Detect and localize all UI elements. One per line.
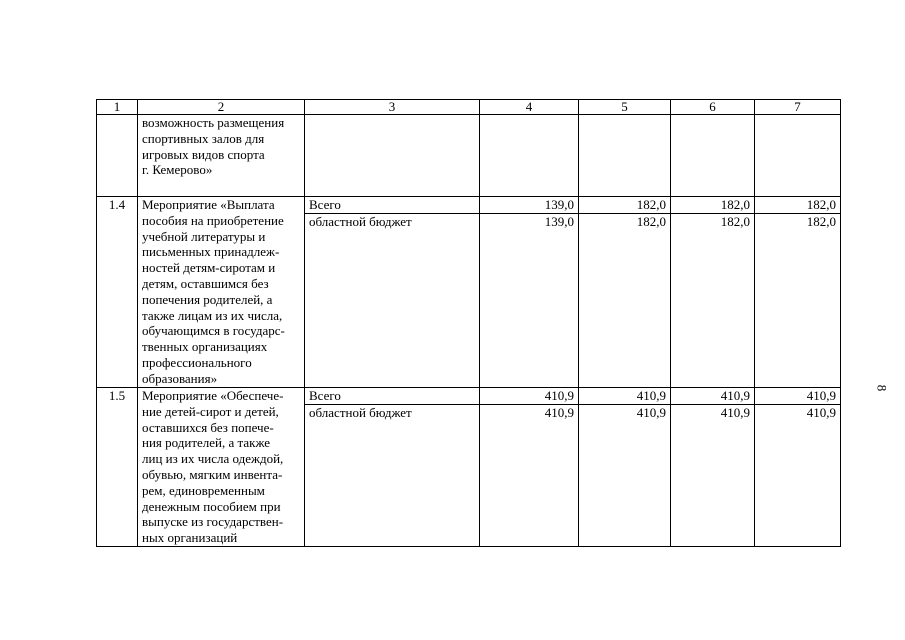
value-cell-4: 410,9 (480, 405, 579, 547)
value-cell-5: 182,0 (579, 214, 671, 388)
header-cell-4: 4 (480, 100, 579, 115)
value-cell-4: 410,9 (480, 388, 579, 405)
row-number-cell: 1.4 (97, 197, 138, 388)
value-cell-6: 182,0 (671, 214, 755, 388)
source-cell: областной бюджет (305, 405, 480, 547)
value-cell-7: 410,9 (755, 405, 841, 547)
source-cell: Всего (305, 197, 480, 214)
row-number-cell: 1.5 (97, 388, 138, 547)
header-cell-7: 7 (755, 100, 841, 115)
row-name-cell: Мероприятие «Обеспече- ние детей-сирот и детей, оставшихся без попече- ния родителей, а также лиц из их числа одеждой, обувью, мягким инвента- рем, единовременным денежным пособием при выпуске из государствен- ных организаций (138, 388, 305, 547)
continuation-name-cell: возможность размещения спортивных залов для игровых видов спорта г. Кемерово» (138, 115, 305, 197)
continuation-empty-cell (579, 115, 671, 197)
continuation-no-cell (97, 115, 138, 197)
continuation-empty-cell (755, 115, 841, 197)
continuation-row (97, 115, 841, 197)
continuation-empty-cell (480, 115, 579, 197)
value-cell-5: 410,9 (579, 388, 671, 405)
page-number: 8 (874, 384, 890, 392)
table-row (97, 197, 841, 214)
source-cell: областной бюджет (305, 214, 480, 388)
value-cell-4: 139,0 (480, 197, 579, 214)
table-row (97, 388, 841, 405)
row-name-cell: Мероприятие «Выплата пособия на приобретение учебной литературы и письменных принадлеж- ностей детям-сиротам и детям, оставшимся без попечения родителей, а также лицам из их числа, обучающимся в государс- твенных организациях профессионального образования» (138, 197, 305, 388)
header-row (97, 100, 841, 115)
source-cell: Всего (305, 388, 480, 405)
header-cell-1: 1 (97, 100, 138, 115)
value-cell-5: 410,9 (579, 405, 671, 547)
budget-table (96, 99, 841, 547)
header-cell-3: 3 (305, 100, 480, 115)
header-cell-2: 2 (138, 100, 305, 115)
value-cell-6: 410,9 (671, 388, 755, 405)
value-cell-7: 410,9 (755, 388, 841, 405)
header-cell-5: 5 (579, 100, 671, 115)
value-cell-6: 182,0 (671, 197, 755, 214)
continuation-empty-cell (671, 115, 755, 197)
value-cell-7: 182,0 (755, 197, 841, 214)
value-cell-4: 139,0 (480, 214, 579, 388)
continuation-empty-cell (305, 115, 480, 197)
value-cell-6: 410,9 (671, 405, 755, 547)
header-cell-6: 6 (671, 100, 755, 115)
value-cell-5: 182,0 (579, 197, 671, 214)
value-cell-7: 182,0 (755, 214, 841, 388)
